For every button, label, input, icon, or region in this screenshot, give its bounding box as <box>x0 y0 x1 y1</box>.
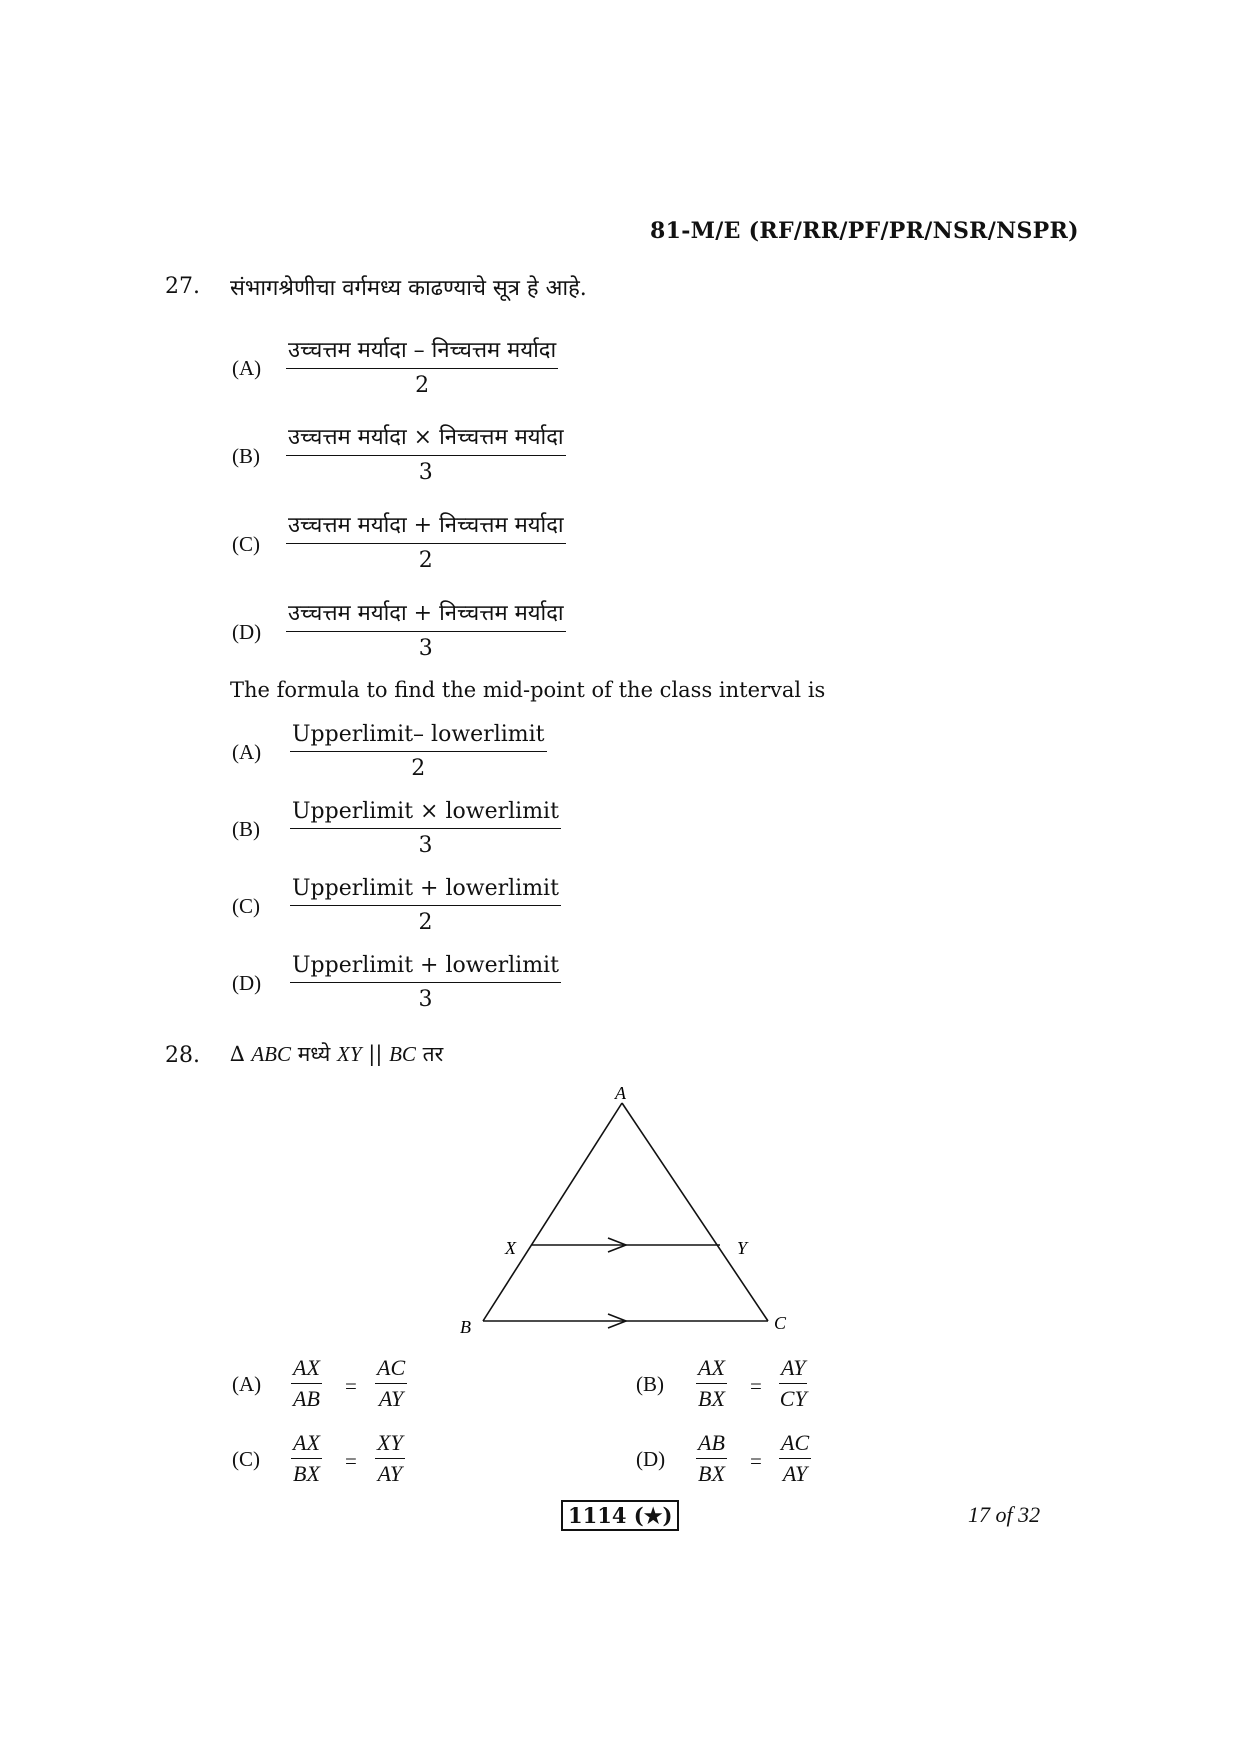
ratio-denominator: CY <box>779 1386 807 1411</box>
fraction-numerator: उच्चत्तम मर्यादा × निच्चत्तम मर्यादा <box>286 421 566 456</box>
ratio-numerator: AX <box>696 1355 727 1384</box>
ratio-denominator: BX <box>293 1461 320 1486</box>
q28-option-a-left-ratio <box>291 1355 322 1412</box>
question-27-english-text: The formula to find the mid-point of the class interval is <box>230 678 826 702</box>
vertex-c-label: C <box>774 1313 787 1333</box>
fraction-denominator: 3 <box>418 987 433 1012</box>
q27-marathi-option-d-label: (D) <box>232 620 262 644</box>
q27-english-option-d-fraction <box>290 953 561 1012</box>
ratio-numerator: AX <box>291 1355 322 1384</box>
question-28-number: 28. <box>165 1043 200 1068</box>
q27-marathi-option-a-fraction <box>286 334 558 398</box>
q27-marathi-option-c-label: (C) <box>232 532 260 556</box>
fraction-numerator: उच्चत्तम मर्यादा + निच्चत्तम मर्यादा <box>286 509 566 544</box>
word-then: तर <box>422 1042 444 1066</box>
fraction-denominator: 3 <box>418 636 433 661</box>
point-y-label: Y <box>737 1238 748 1258</box>
q28-option-c-left-ratio <box>291 1430 322 1487</box>
vertex-a-label: A <box>615 1083 626 1103</box>
vertex-b-label: B <box>460 1317 471 1335</box>
word-in: मध्ये <box>297 1042 331 1066</box>
q27-english-option-a-fraction <box>290 722 547 781</box>
equals-sign: = <box>750 1449 762 1473</box>
fraction-denominator: 2 <box>415 373 430 398</box>
ratio-numerator: AC <box>375 1355 407 1384</box>
q27-english-option-b-label: (B) <box>232 817 260 841</box>
q27-english-option-c-label: (C) <box>232 894 260 918</box>
ratio-numerator: XY <box>375 1430 405 1459</box>
fraction-denominator: 3 <box>418 460 433 485</box>
q28-option-d-right-ratio <box>779 1430 811 1487</box>
ratio-numerator: AC <box>779 1430 811 1459</box>
segment-bc: BC <box>389 1042 416 1066</box>
equals-sign: = <box>345 1449 357 1473</box>
parallel-symbol: || <box>368 1042 383 1066</box>
page-number: 17 of 32 <box>968 1502 1041 1527</box>
q27-marathi-option-a-label: (A) <box>232 356 262 380</box>
ratio-denominator: AY <box>378 1386 404 1411</box>
question-27-number: 27. <box>165 274 200 299</box>
fraction-numerator: Upperlimit + lowerlimit <box>290 953 561 983</box>
fraction-denominator: 2 <box>418 910 433 935</box>
paper-code: 81-M/E (RF/RR/PF/PR/NSR/NSPR) <box>650 218 1079 244</box>
q28-option-a-label: (A) <box>232 1372 262 1396</box>
fraction-denominator: 3 <box>418 833 433 858</box>
q27-marathi-option-d-fraction <box>286 597 566 661</box>
q28-option-d-left-ratio <box>696 1430 727 1487</box>
segment-xy: XY <box>337 1042 362 1066</box>
q28-option-d-label: (D) <box>636 1447 666 1471</box>
booklet-code-box: 1114 (★) <box>561 1500 679 1531</box>
fraction-numerator: Upperlimit– lowerlimit <box>290 722 547 752</box>
ratio-denominator: AB <box>293 1386 320 1411</box>
fraction-denominator: 2 <box>418 548 433 573</box>
q27-marathi-option-b-label: (B) <box>232 444 260 468</box>
question-27-marathi-text: संभागश्रेणीचा वर्गमध्य काढण्याचे सूत्र हे आहे. <box>230 276 587 301</box>
q28-option-c-right-ratio <box>375 1430 405 1487</box>
q28-option-b-label: (B) <box>636 1372 664 1396</box>
fraction-numerator: उच्चत्तम मर्यादा + निच्चत्तम मर्यादा <box>286 597 566 632</box>
equals-sign: = <box>345 1374 357 1398</box>
q28-option-a-right-ratio <box>375 1355 407 1412</box>
ratio-denominator: AY <box>377 1461 403 1486</box>
ratio-denominator: BX <box>698 1386 725 1411</box>
triangle-symbol: ∆ <box>230 1042 245 1066</box>
point-x-label: X <box>505 1238 516 1258</box>
q27-marathi-option-c-fraction <box>286 509 566 573</box>
equals-sign: = <box>750 1374 762 1398</box>
triangle-name: ABC <box>251 1042 292 1066</box>
fraction-numerator: उच्चत्तम मर्यादा – निच्चत्तम मर्यादा <box>286 334 558 369</box>
question-28-text <box>230 1040 443 1068</box>
ratio-denominator: AY <box>782 1461 808 1486</box>
ratio-denominator: BX <box>698 1461 725 1486</box>
fraction-numerator: Upperlimit + lowerlimit <box>290 876 561 906</box>
q28-option-c-label: (C) <box>232 1447 260 1471</box>
fraction-denominator: 2 <box>411 756 426 781</box>
q27-marathi-option-b-fraction <box>286 421 566 485</box>
q27-english-option-b-fraction <box>290 799 561 858</box>
q27-english-option-a-label: (A) <box>232 740 262 764</box>
side-ab <box>483 1103 622 1321</box>
ratio-numerator: AX <box>291 1430 322 1459</box>
ratio-numerator: AB <box>696 1430 727 1459</box>
fraction-numerator: Upperlimit × lowerlimit <box>290 799 561 829</box>
side-ac <box>622 1103 768 1321</box>
q28-option-b-left-ratio <box>696 1355 727 1412</box>
q28-option-b-right-ratio <box>779 1355 807 1412</box>
q27-english-option-c-fraction <box>290 876 561 935</box>
q27-english-option-d-label: (D) <box>232 971 262 995</box>
ratio-numerator: AY <box>779 1355 807 1384</box>
triangle-figure <box>440 1075 800 1335</box>
